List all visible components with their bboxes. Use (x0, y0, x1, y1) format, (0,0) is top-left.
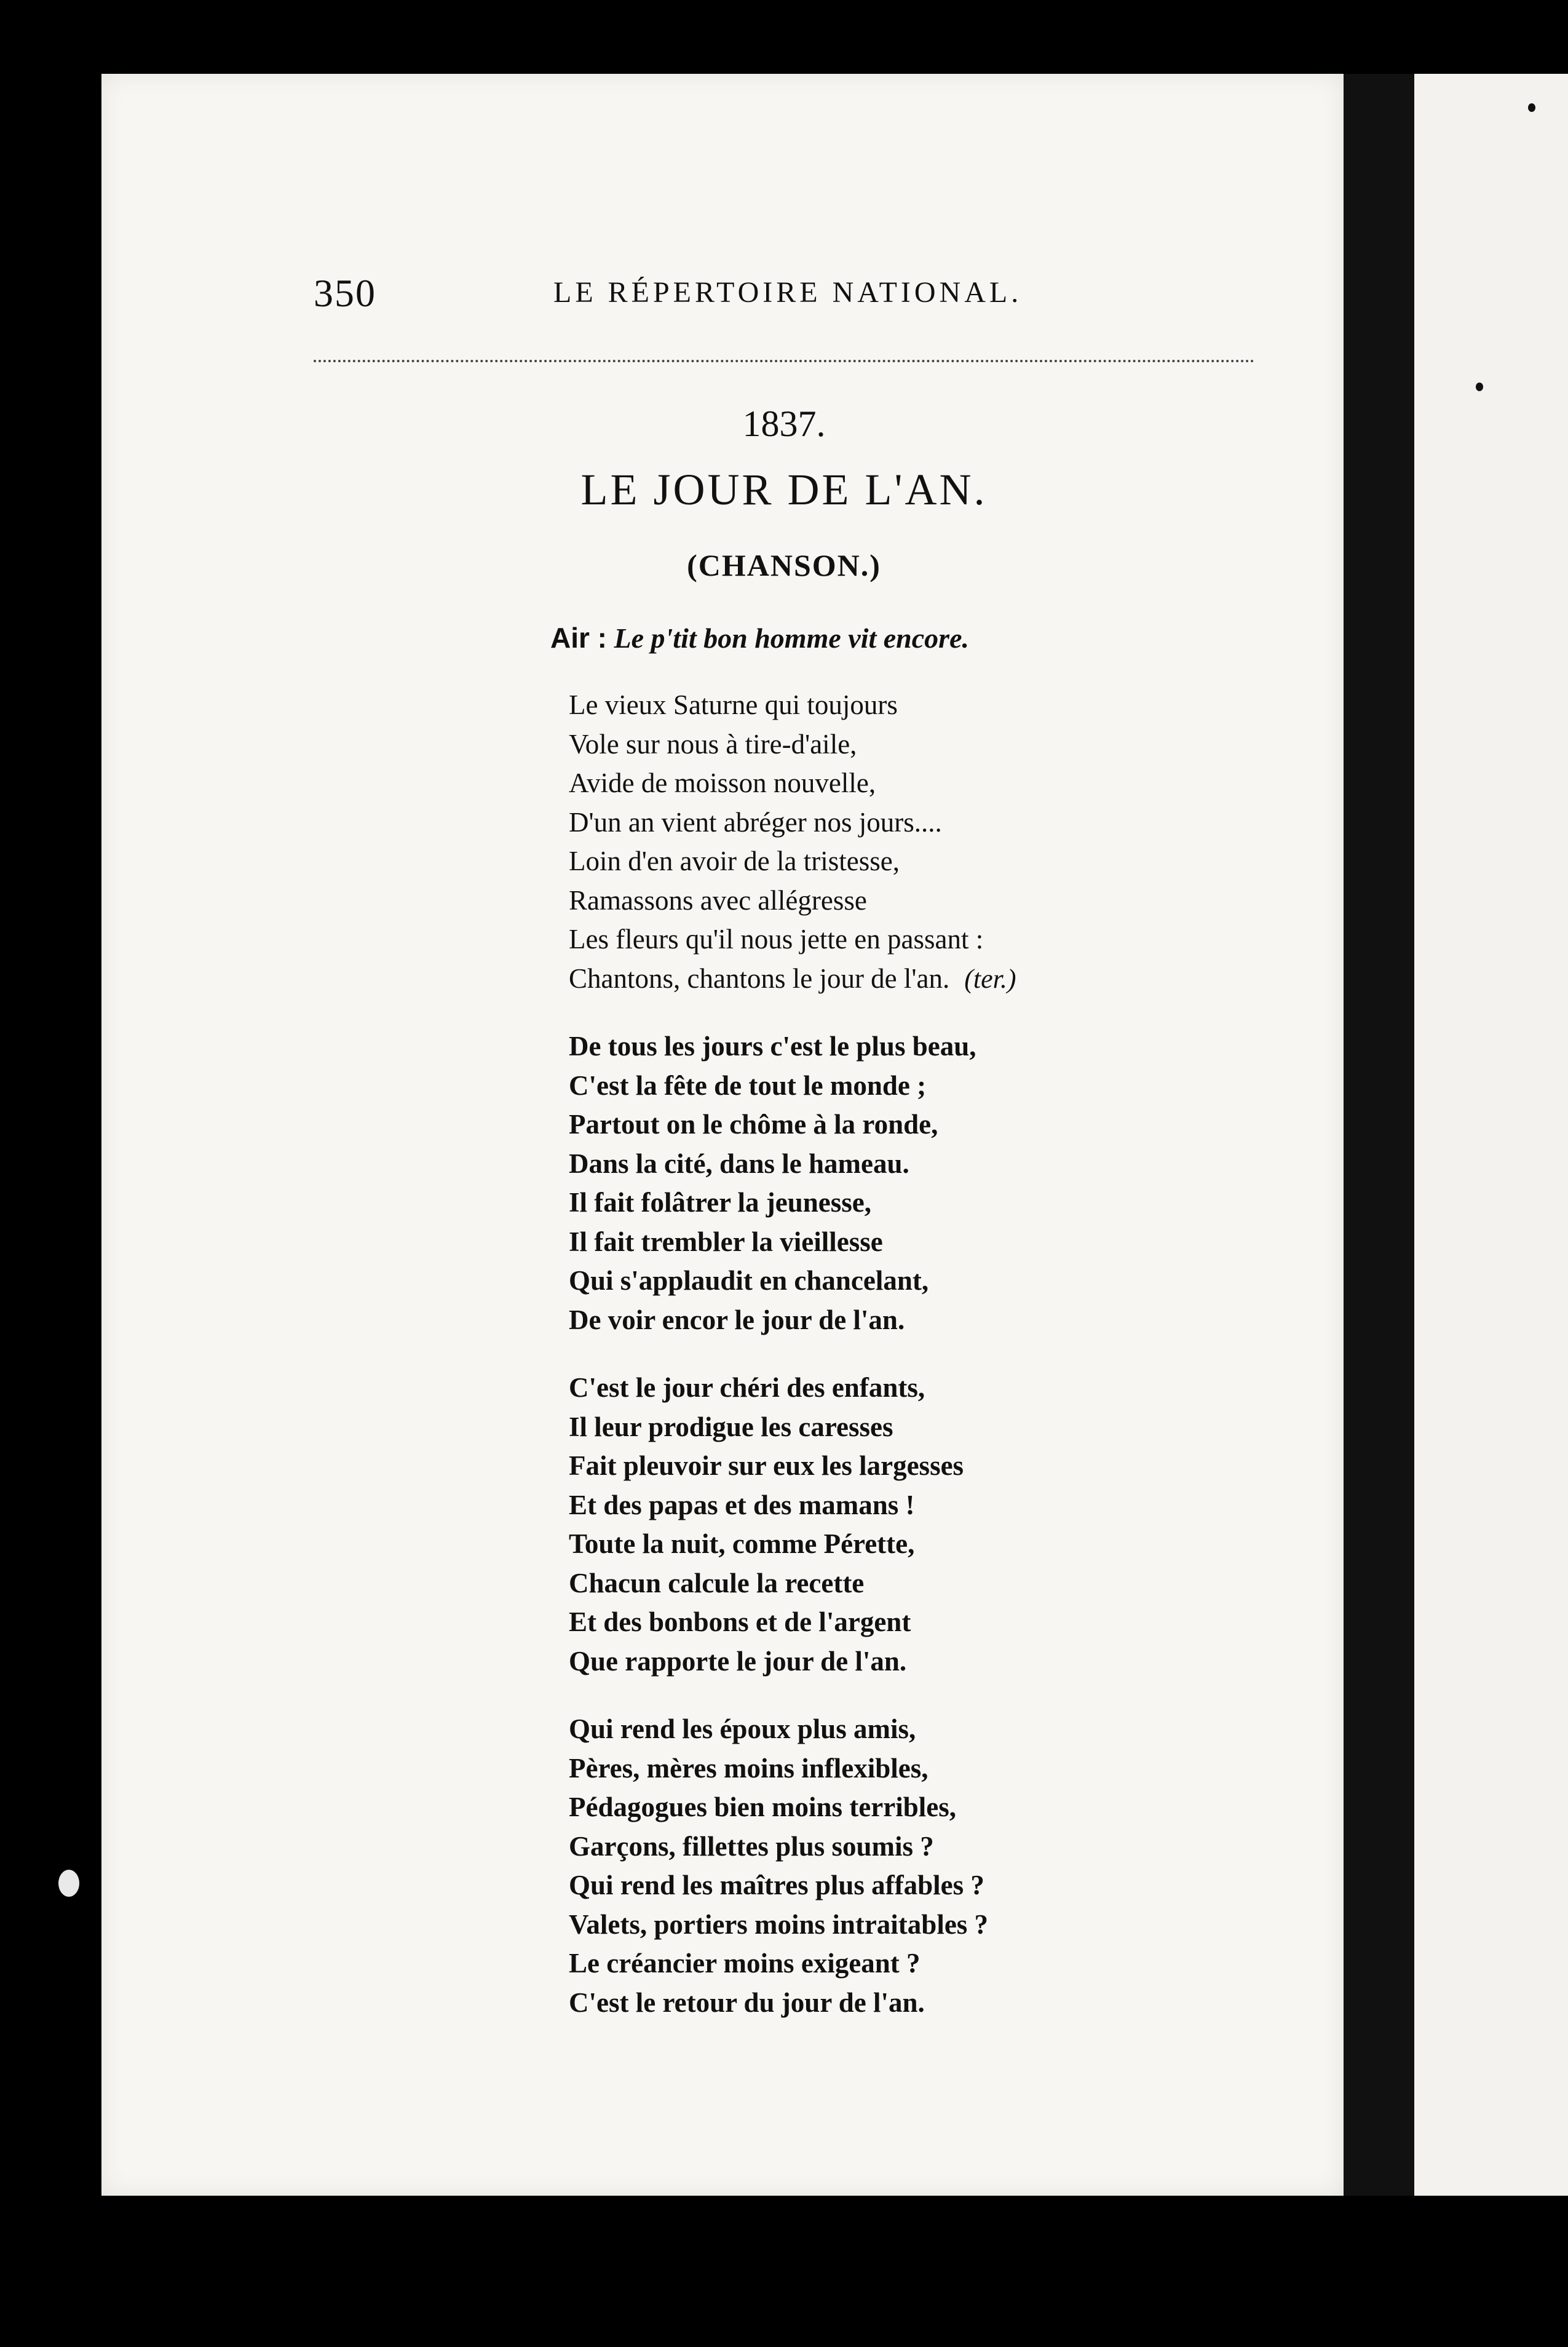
song-year: 1837. (742, 403, 826, 444)
verse-line: Ramassons avec allégresse (569, 884, 867, 916)
verse-line: Fait pleuvoir sur eux les largesses (569, 1450, 964, 1481)
verse-line: C'est le retour du jour de l'an. (569, 1987, 925, 2018)
verse-line: Pères, mères moins inflexibles, (569, 1752, 929, 1784)
running-title: LE RÉPERTOIRE NATIONAL. (553, 276, 1023, 309)
verse-line: Avide de moisson nouvelle, (569, 768, 876, 798)
stanza-4 (569, 1710, 1098, 2022)
verse-line: Il leur prodigue les caresses (569, 1411, 893, 1442)
verse-line: Pédagogues bien moins terribles, (569, 1792, 956, 1822)
verse-line: Il fait trembler la vieillesse (569, 1226, 883, 1257)
page-speck (1528, 103, 1535, 112)
song-title: LE JOUR DE L'AN. (580, 465, 988, 514)
page-speck (1476, 383, 1483, 391)
verse-line: Valets, portiers moins intraitables ? (569, 1908, 989, 1940)
verse-line: Qui rend les maîtres plus affables ? (569, 1870, 984, 1900)
verse-line: Toute la nuit, comme Pérette, (569, 1528, 915, 1559)
air-tune: Le p'tit bon homme vit encore. (614, 622, 969, 654)
verse-line: C'est le jour chéri des enfants, (569, 1372, 925, 1403)
verse-line: Le créancier moins exigeant ? (569, 1948, 921, 1979)
stanza-3 (569, 1368, 1098, 1681)
page-number: 350 (314, 271, 376, 315)
verse-line: D'un an vient abréger nos jours.... (569, 806, 942, 838)
verse-line: Partout on le chôme à la ronde, (569, 1109, 938, 1140)
verse-line: Les fleurs qu'il nous jette en passant : (569, 924, 984, 955)
verse-line: Le vieux Saturne qui toujours (569, 689, 898, 720)
verse-line: De voir encor le jour de l'an. (569, 1304, 905, 1335)
air-line (550, 621, 969, 654)
verse-line: Qui rend les époux plus amis, (569, 1714, 916, 1744)
verse-line: Dans la cité, dans le hameau. (569, 1148, 909, 1179)
verse-line: C'est la fête de tout le monde ; (569, 1070, 927, 1101)
verse-line: Chantons, chantons le jour de l'an. (569, 963, 950, 994)
verse-line: Que rapporte le jour de l'an. (569, 1645, 907, 1677)
verse-line: Loin d'en avoir de la tristesse, (569, 846, 900, 876)
verse-line-with-refrain (569, 959, 1098, 999)
stanza-1 (569, 686, 1098, 998)
book-gutter (1344, 74, 1414, 2196)
page-header (314, 271, 1107, 326)
refrain-mark: (ter.) (964, 963, 1016, 994)
stanza-2 (569, 1027, 1098, 1340)
verse-line: De tous les jours c'est le plus beau, (569, 1031, 976, 1062)
book-page-right-edge (1414, 74, 1568, 2196)
air-label: Air : (550, 622, 607, 654)
verse-line: Garçons, fillettes plus soumis ? (569, 1830, 934, 1862)
verse-line: Et des papas et des mamans ! (569, 1489, 915, 1520)
header-rule (314, 360, 1254, 362)
song-genre: (CHANSON.) (687, 548, 881, 582)
verse-line: Qui s'applaudit en chancelant, (569, 1265, 929, 1296)
verse-line: Il fait folâtrer la jeunesse, (569, 1187, 871, 1218)
verse-line: Chacun calcule la recette (569, 1567, 865, 1598)
verse-line: Et des bonbons et de l'argent (569, 1606, 911, 1637)
page-speck (58, 1870, 79, 1897)
verse-line: Vole sur nous à tire-d'aile, (569, 728, 857, 760)
